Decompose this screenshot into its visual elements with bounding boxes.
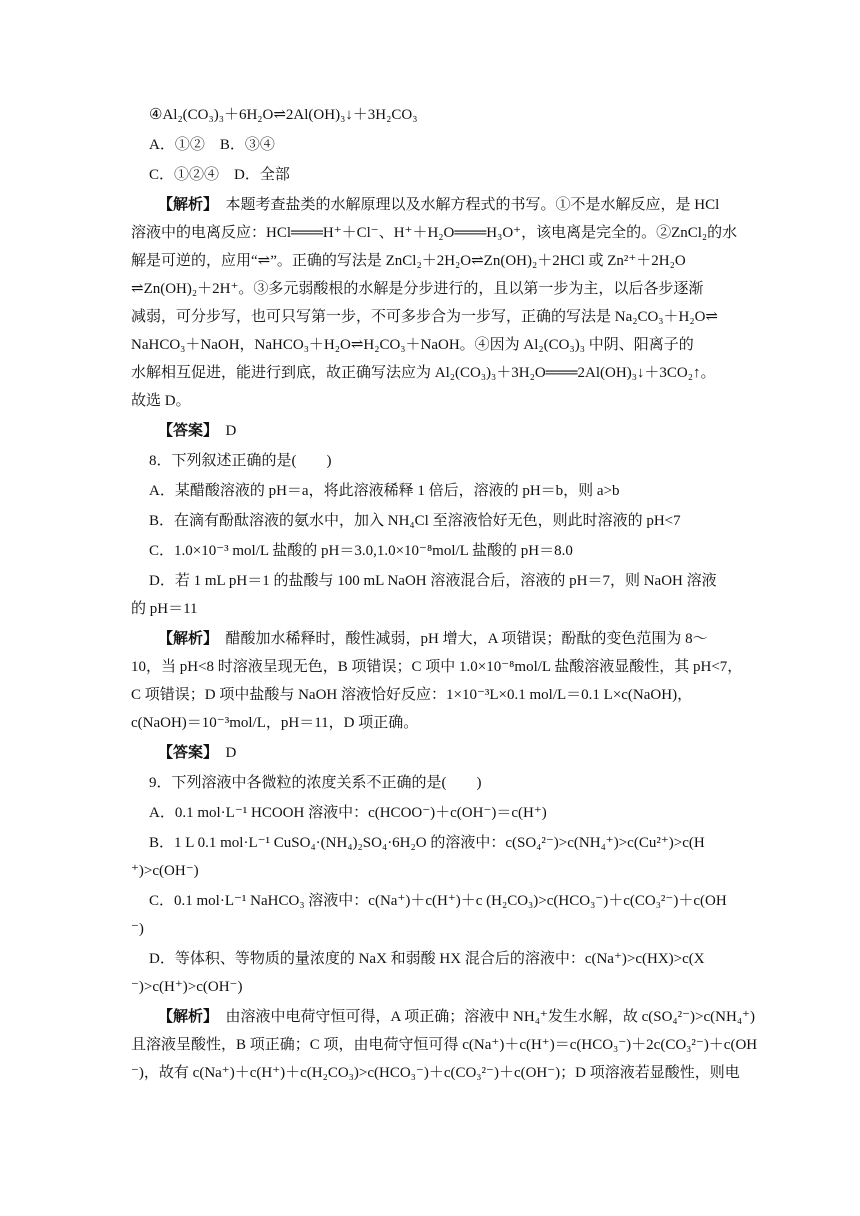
line-text: D．等体积、等物质的量浓度的 NaX 和弱酸 HX 混合后的溶液中：c(Na⁺)>c(HX)>c(X xyxy=(149,951,705,967)
text-line xyxy=(149,104,417,126)
section-label: 【解析】 xyxy=(158,631,211,647)
text-line xyxy=(131,656,742,678)
text-line xyxy=(149,802,547,824)
line-text: 解是可逆的，应用“⇌”。正确的写法是 ZnCl₂＋2H₂O⇌Zn(OH)₂＋2HCl 或 Zn²⁺＋2H₂O xyxy=(131,253,686,269)
text-line xyxy=(131,1034,757,1056)
text-line xyxy=(158,194,719,216)
line-text: D xyxy=(210,423,237,439)
text-line xyxy=(158,742,236,764)
text-line xyxy=(131,684,692,706)
text-line xyxy=(149,510,681,532)
text-line xyxy=(131,976,242,998)
line-text: 水解相互促进，能进行到底，故正确写法应为 Al₂(CO₃)₃＋3H₂O═══2Al(OH)₃↓＋3CO₂↑。 xyxy=(131,365,716,381)
text-line xyxy=(149,164,290,186)
text-line xyxy=(131,278,703,300)
line-text: c(NaOH)＝10⁻³mol/L，pH＝11，D 项正确。 xyxy=(131,715,419,731)
text-line xyxy=(131,306,718,328)
line-text: ⁻) xyxy=(131,921,144,937)
text-line xyxy=(149,890,727,912)
line-text: NaHCO₃＋NaOH，NaHCO₃＋H₂O⇌H₂CO₃＋NaOH。④因为 Al₂(CO₃)₃ 中阴、阳离子的 xyxy=(131,337,694,353)
text-line xyxy=(131,334,694,356)
text-line xyxy=(131,390,191,412)
text-line xyxy=(149,832,705,854)
text-line xyxy=(131,860,199,882)
text-line xyxy=(131,1062,740,1084)
line-text: 10，当 pH<8 时溶液呈现无色，B 项错误；C 项中 1.0×10⁻⁸mol/L 盐酸溶液显酸性，其 pH<7， xyxy=(131,659,743,675)
line-text: C．①②④ D．全部 xyxy=(149,167,290,183)
line-text: D．若 1 mL pH＝1 的盐酸与 100 mL NaOH 溶液混合后，溶液的 pH＝7，则 NaOH 溶液 xyxy=(149,573,717,589)
line-text: 减弱，可分步写，也可只写第一步，不可多步合为一步写，正确的写法是 Na₂CO₃＋H₂O⇌ xyxy=(131,309,719,325)
line-text: D xyxy=(210,745,237,761)
text-line xyxy=(149,540,573,562)
text-line xyxy=(149,772,482,794)
line-text: 故选 D。 xyxy=(131,393,191,409)
line-text: A．某醋酸溶液的 pH＝a，将此溶液稀释 1 倍后，溶液的 pH＝b，则 a>b xyxy=(149,483,620,499)
section-label: 【解析】 xyxy=(158,197,211,213)
line-text: B．1 L 0.1 mol·L⁻¹ CuSO₄·(NH₄)₂SO₄·6H₂O 的溶液中：c(SO₄²⁻)>c(NH₄⁺)>c(Cu²⁺)>c(H xyxy=(149,835,705,851)
section-label: 【解析】 xyxy=(158,1009,211,1025)
line-text: C 项错误；D 项中盐酸与 NaOH 溶液恰好反应：1×10⁻³L×0.1 mol/L＝0.1 L×c(NaOH)， xyxy=(131,687,693,703)
text-line xyxy=(149,480,620,502)
text-line xyxy=(149,948,705,970)
text-line xyxy=(149,450,332,472)
text-line xyxy=(149,134,275,156)
text-line xyxy=(149,570,717,592)
section-label: 【答案】 xyxy=(158,745,211,761)
text-line xyxy=(131,250,686,272)
line-text: 溶液中的电离反应：HCl═══H⁺＋Cl⁻、H⁺＋H₂O═══H₃O⁺，该电离是完全的。②ZnCl₂的水 xyxy=(131,225,738,241)
line-text: 且溶液呈酸性，B 项正确；C 项，由电荷守恒可得 c(Na⁺)＋c(H⁺)＝c(HCO₃⁻)＋2c(CO₃²⁻)＋c(OH xyxy=(131,1037,758,1053)
line-text: ⇌Zn(OH)₂＋2H⁺。③多元弱酸根的水解是分步进行的，且以第一步为主，以后各步逐渐 xyxy=(131,281,704,297)
line-text: 8．下列叙述正确的是( ) xyxy=(149,453,332,469)
line-text: ⁺)>c(OH⁻) xyxy=(131,863,199,879)
text-line xyxy=(131,598,198,620)
text-line xyxy=(131,222,737,244)
line-text: 由溶液中电荷守恒可得，A 项正确；溶液中 NH₄⁺发生水解，故 c(SO₄²⁻)>c(NH₄⁺) xyxy=(210,1009,755,1025)
text-line xyxy=(158,628,708,650)
section-label: 【答案】 xyxy=(158,423,211,439)
line-text: B．在滴有酚酞溶液的氨水中，加入 NH₄Cl 至溶液恰好无色，则此时溶液的 pH<7 xyxy=(149,513,681,529)
text-line xyxy=(158,1006,755,1028)
line-text: ⁻)>c(H⁺)>c(OH⁻) xyxy=(131,979,243,995)
text-line xyxy=(131,918,144,940)
text-line xyxy=(131,362,716,384)
line-text: 本题考查盐类的水解原理以及水解方程式的书写。①不是水解反应，是 HCl xyxy=(210,197,720,213)
line-text: ⁻)，故有 c(Na⁺)＋c(H⁺)＋c(H₂CO₃)>c(HCO₃⁻)＋c(CO₃²⁻)＋c(OH⁻)；D 项溶液若显酸性，则电 xyxy=(131,1065,740,1081)
line-text: 9．下列溶液中各微粒的浓度关系不正确的是( ) xyxy=(149,775,482,791)
line-text: A．0.1 mol·L⁻¹ HCOOH 溶液中：c(HCOO⁻)＋c(OH⁻)＝c(H⁺) xyxy=(149,805,547,821)
text-line xyxy=(131,712,418,734)
line-text: ④Al₂(CO₃)₃＋6H₂O⇌2Al(OH)₃↓＋3H₂CO₃ xyxy=(149,107,418,123)
line-text: C．1.0×10⁻³ mol/L 盐酸的 pH＝3.0,1.0×10⁻⁸mol/L 盐酸的 pH＝8.0 xyxy=(149,543,573,559)
line-text: C．0.1 mol·L⁻¹ NaHCO₃ 溶液中：c(Na⁺)＋c(H⁺)＋c (H₂CO₃)>c(HCO₃⁻)＋c(CO₃²⁻)＋c(OH xyxy=(149,893,727,909)
text-line xyxy=(158,420,236,442)
line-text: A．①② B．③④ xyxy=(149,137,275,153)
line-text: 醋酸加水稀释时，酸性减弱，pH 增大，A 项错误；酚酞的变色范围为 8～ xyxy=(210,631,708,647)
line-text: 的 pH＝11 xyxy=(131,601,198,617)
